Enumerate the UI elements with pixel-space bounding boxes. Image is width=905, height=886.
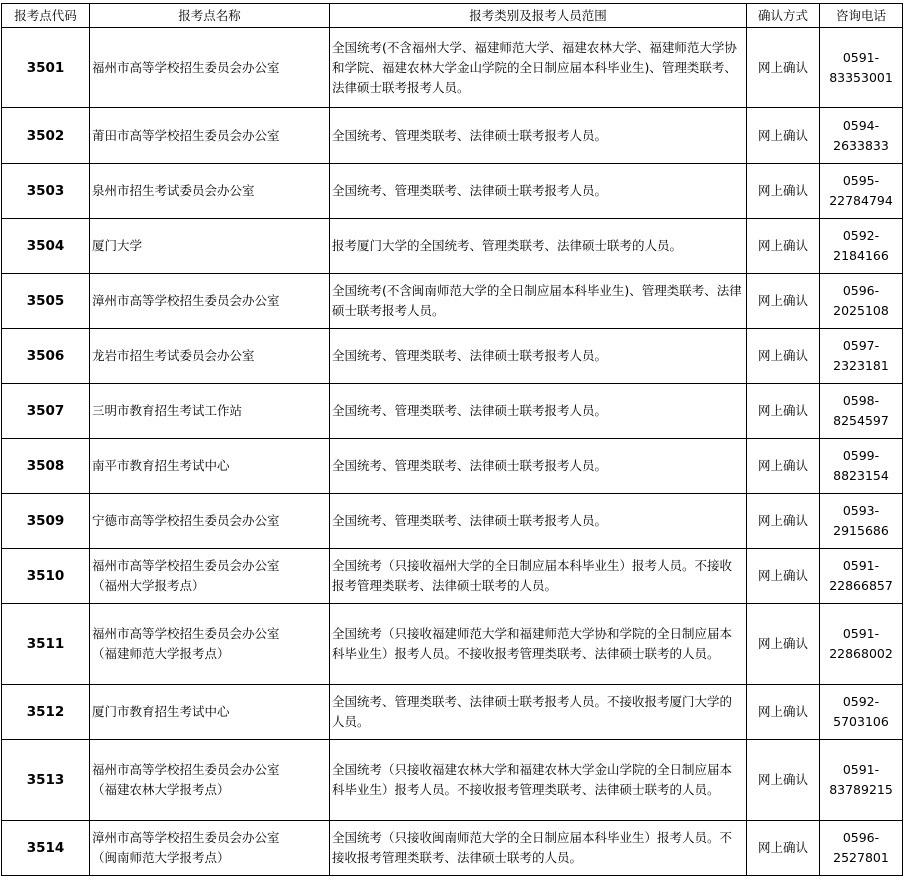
confirm-method: 网上确认 <box>747 740 820 821</box>
site-name <box>90 108 330 164</box>
site-code: 3507 <box>2 384 90 439</box>
confirm-method: 网上确认 <box>747 685 820 740</box>
phone-area-code: 0598- <box>842 393 880 408</box>
site-name <box>90 740 330 821</box>
site-name <box>90 28 330 108</box>
applicant-scope: 全国统考、管理类联考、法律硕士联考报考人员。不接收报考厦门大学的人员。 <box>330 685 747 740</box>
phone-number: 8823154 <box>833 468 889 483</box>
site-name-line: 厦门大学 <box>92 238 143 253</box>
applicant-scope: 全国统考、管理类联考、法律硕士联考报考人员。 <box>330 164 747 219</box>
phone-number: 5703106 <box>833 714 889 729</box>
contact-phone <box>820 685 903 740</box>
applicant-scope: 全国统考、管理类联考、法律硕士联考报考人员。 <box>330 329 747 384</box>
confirm-method: 网上确认 <box>747 28 820 108</box>
phone-number: 2184166 <box>833 248 889 263</box>
phone-number: 2915686 <box>833 523 889 538</box>
phone-number: 2025108 <box>833 303 889 318</box>
phone-area-code: 0591- <box>842 762 880 777</box>
site-name-line: 漳州市高等学校招生委员会办公室 <box>92 293 280 308</box>
exam-site-table <box>1 3 903 876</box>
phone-number: 83353001 <box>829 69 893 85</box>
header-phone: 咨询电话 <box>820 4 903 28</box>
contact-phone <box>820 164 903 219</box>
confirm-method: 网上确认 <box>747 329 820 384</box>
site-name-subtitle: （福建农林大学报考点） <box>92 782 230 797</box>
contact-phone <box>820 108 903 164</box>
site-name-line: 漳州市高等学校招生委员会办公室 <box>92 830 280 845</box>
site-name-line: 福州市高等学校招生委员会办公室 <box>92 762 280 777</box>
confirm-method: 网上确认 <box>747 384 820 439</box>
contact-phone <box>820 740 903 821</box>
site-code: 3505 <box>2 274 90 329</box>
header-row <box>2 4 903 28</box>
table-row <box>2 549 903 604</box>
phone-area-code: 0596- <box>842 830 880 845</box>
site-code: 3512 <box>2 685 90 740</box>
site-code: 3509 <box>2 494 90 549</box>
phone-area-code: 0592- <box>842 228 880 243</box>
header-scope: 报考类别及报考人员范围 <box>330 4 747 28</box>
table-row <box>2 494 903 549</box>
table-row <box>2 329 903 384</box>
site-name <box>90 549 330 604</box>
applicant-scope: 全国统考、管理类联考、法律硕士联考报考人员。 <box>330 494 747 549</box>
site-name <box>90 164 330 219</box>
site-name <box>90 685 330 740</box>
site-name-line: 福州市高等学校招生委员会办公室 <box>92 626 280 641</box>
phone-number: 8254597 <box>833 413 889 428</box>
applicant-scope: 报考厦门大学的全国统考、管理类联考、法律硕士联考的人员。 <box>330 219 747 274</box>
site-code: 3506 <box>2 329 90 384</box>
table-row <box>2 685 903 740</box>
confirm-method: 网上确认 <box>747 821 820 876</box>
site-code: 3503 <box>2 164 90 219</box>
phone-number: 22784794 <box>829 193 893 208</box>
header-code: 报考点代码 <box>2 4 90 28</box>
header-name: 报考点名称 <box>90 4 330 28</box>
site-name-subtitle: （闽南师范大学报考点） <box>92 850 230 865</box>
applicant-scope: 全国统考（只接收闽南师范大学的全日制应届本科毕业生）报考人员。不接收报考管理类联考、法律硕士联考的人员。 <box>330 821 747 876</box>
phone-number: 2323181 <box>833 358 889 373</box>
applicant-scope: 全国统考(不含闽南师范大学的全日制应届本科毕业生)、管理类联考、法律硕士联考报考人员。 <box>330 274 747 329</box>
site-name <box>90 329 330 384</box>
site-name <box>90 219 330 274</box>
phone-area-code: 0595- <box>842 173 880 188</box>
site-name-line: 龙岩市招生考试委员会办公室 <box>92 348 255 363</box>
site-name <box>90 274 330 329</box>
site-name-subtitle: （福建师范大学报考点） <box>92 646 230 661</box>
table-row <box>2 219 903 274</box>
phone-number: 22866857 <box>829 578 893 593</box>
confirm-method: 网上确认 <box>747 439 820 494</box>
site-name-line: 厦门市教育招生考试中心 <box>92 704 230 719</box>
table-row <box>2 740 903 821</box>
site-code: 3504 <box>2 219 90 274</box>
site-code: 3510 <box>2 549 90 604</box>
applicant-scope: 全国统考、管理类联考、法律硕士联考报考人员。 <box>330 439 747 494</box>
phone-number: 22868002 <box>829 646 893 661</box>
phone-area-code: 0599- <box>842 448 880 463</box>
phone-area-code: 0592- <box>842 694 880 709</box>
site-name-line: 宁德市高等学校招生委员会办公室 <box>92 513 280 528</box>
site-name-line: 泉州市招生考试委员会办公室 <box>92 183 255 198</box>
table-row <box>2 28 903 108</box>
site-name-line: 三明市教育招生考试工作站 <box>92 403 243 418</box>
contact-phone <box>820 28 903 108</box>
site-code: 3501 <box>2 28 90 108</box>
site-name-line: 南平市教育招生考试中心 <box>92 458 230 473</box>
contact-phone <box>820 821 903 876</box>
site-code: 3502 <box>2 108 90 164</box>
confirm-method: 网上确认 <box>747 494 820 549</box>
site-code: 3513 <box>2 740 90 821</box>
table-row <box>2 108 903 164</box>
phone-number: 83789215 <box>829 782 893 797</box>
contact-phone <box>820 604 903 685</box>
table-row <box>2 604 903 685</box>
site-name-line: 莆田市高等学校招生委员会办公室 <box>92 127 280 143</box>
applicant-scope: 全国统考（只接收福建师范大学和福建师范大学协和学院的全日制应届本科毕业生）报考人员。不接收报考管理类联考、法律硕士联考的人员。 <box>330 604 747 685</box>
header-confirm: 确认方式 <box>747 4 820 28</box>
applicant-scope: 全国统考（只接收福州大学的全日制应届本科毕业生）报考人员。不接收报考管理类联考、法律硕士联考的人员。 <box>330 549 747 604</box>
site-name <box>90 384 330 439</box>
phone-area-code: 0591- <box>842 626 880 641</box>
phone-area-code: 0597- <box>842 338 880 353</box>
phone-area-code: 0596- <box>842 283 880 298</box>
phone-area-code: 0591- <box>842 49 880 65</box>
applicant-scope: 全国统考、管理类联考、法律硕士联考报考人员。 <box>330 108 747 164</box>
applicant-scope: 全国统考(不含福州大学、福建师范大学、福建农林大学、福建师范大学协和学院、福建农林大学金山学院的全日制应届本科毕业生)、管理类联考、法律硕士联考报考人员。 <box>330 28 747 108</box>
confirm-method: 网上确认 <box>747 549 820 604</box>
site-code: 3508 <box>2 439 90 494</box>
table-row <box>2 384 903 439</box>
site-name <box>90 604 330 685</box>
confirm-method: 网上确认 <box>747 604 820 685</box>
applicant-scope: 全国统考（只接收福建农林大学和福建农林大学金山学院的全日制应届本科毕业生）报考人员。不接收报考管理类联考、法律硕士联考的人员。 <box>330 740 747 821</box>
site-name-line: 福州市高等学校招生委员会办公室 <box>92 59 280 75</box>
contact-phone <box>820 494 903 549</box>
contact-phone <box>820 439 903 494</box>
phone-number: 2527801 <box>833 850 889 865</box>
table-row <box>2 274 903 329</box>
site-name <box>90 494 330 549</box>
contact-phone <box>820 549 903 604</box>
phone-area-code: 0594- <box>842 117 880 133</box>
confirm-method: 网上确认 <box>747 108 820 164</box>
phone-number: 2633833 <box>833 137 889 153</box>
confirm-method: 网上确认 <box>747 274 820 329</box>
site-name <box>90 439 330 494</box>
site-code: 3514 <box>2 821 90 876</box>
applicant-scope: 全国统考、管理类联考、法律硕士联考报考人员。 <box>330 384 747 439</box>
table-row <box>2 164 903 219</box>
contact-phone <box>820 219 903 274</box>
contact-phone <box>820 274 903 329</box>
contact-phone <box>820 329 903 384</box>
phone-area-code: 0593- <box>842 503 880 518</box>
table-row <box>2 821 903 876</box>
confirm-method: 网上确认 <box>747 219 820 274</box>
site-name <box>90 821 330 876</box>
phone-area-code: 0591- <box>842 558 880 573</box>
site-name-subtitle: （福州大学报考点） <box>92 578 205 593</box>
contact-phone <box>820 384 903 439</box>
site-name-line: 福州市高等学校招生委员会办公室 <box>92 558 280 573</box>
confirm-method: 网上确认 <box>747 164 820 219</box>
site-code: 3511 <box>2 604 90 685</box>
table-row <box>2 439 903 494</box>
